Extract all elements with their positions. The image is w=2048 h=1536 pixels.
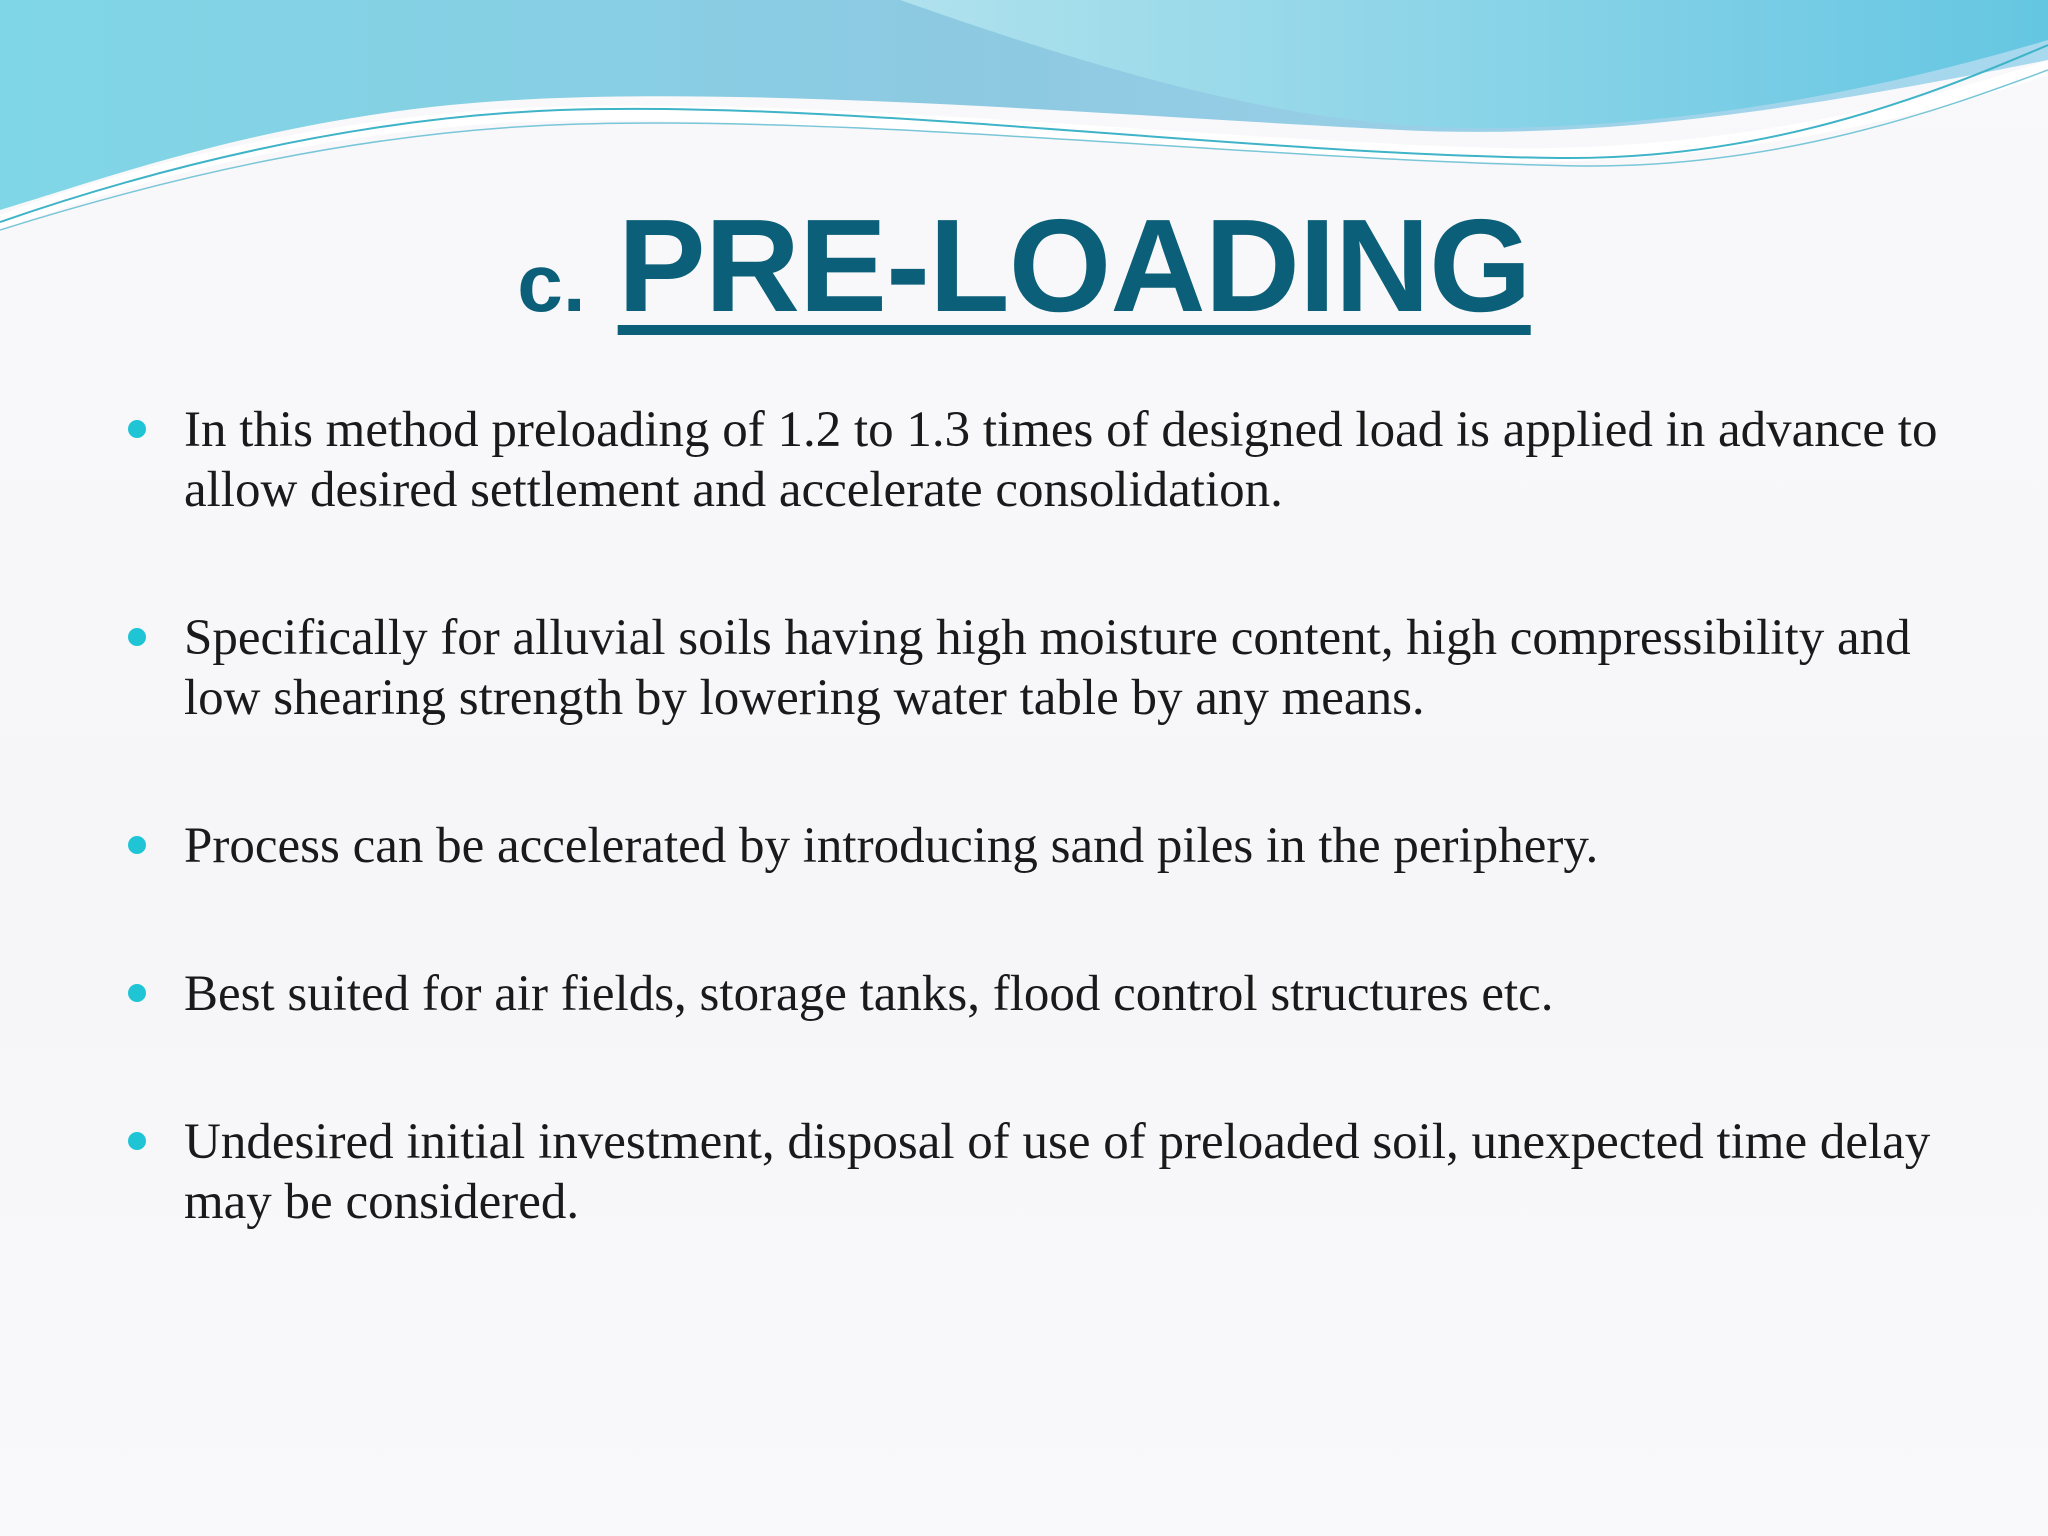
list-item — [120, 816, 1940, 876]
list-item — [120, 1112, 1940, 1232]
bullet-icon — [128, 420, 146, 438]
bullet-icon — [128, 628, 146, 646]
bullet-icon — [128, 984, 146, 1002]
bullet-text: Process can be accelerated by introducing sand piles in the periphery. — [184, 818, 1599, 874]
list-item — [120, 608, 1940, 728]
slide-title — [0, 190, 2048, 341]
list-item — [120, 400, 1940, 520]
bullet-text: Best suited for air fields, storage tanks, flood control structures etc. — [184, 966, 1554, 1022]
list-item — [120, 964, 1940, 1024]
bullet-text: Specifically for alluvial soils having high moisture content, high compressibility and low shearing strength by lowering water table by any means. — [184, 610, 1911, 726]
title-prefix: c. — [517, 238, 586, 329]
bullet-icon — [128, 836, 146, 854]
bullet-text: Undesired initial investment, disposal of use of preloaded soil, unexpected time delay may be considered. — [184, 1114, 1931, 1230]
title-text: PRE-LOADING — [617, 192, 1531, 339]
bullet-list — [120, 400, 1940, 1320]
bullet-icon — [128, 1132, 146, 1150]
bullet-text: In this method preloading of 1.2 to 1.3 times of designed load is applied in advance to allow desired settlement and accelerate consolidation. — [184, 402, 1938, 518]
